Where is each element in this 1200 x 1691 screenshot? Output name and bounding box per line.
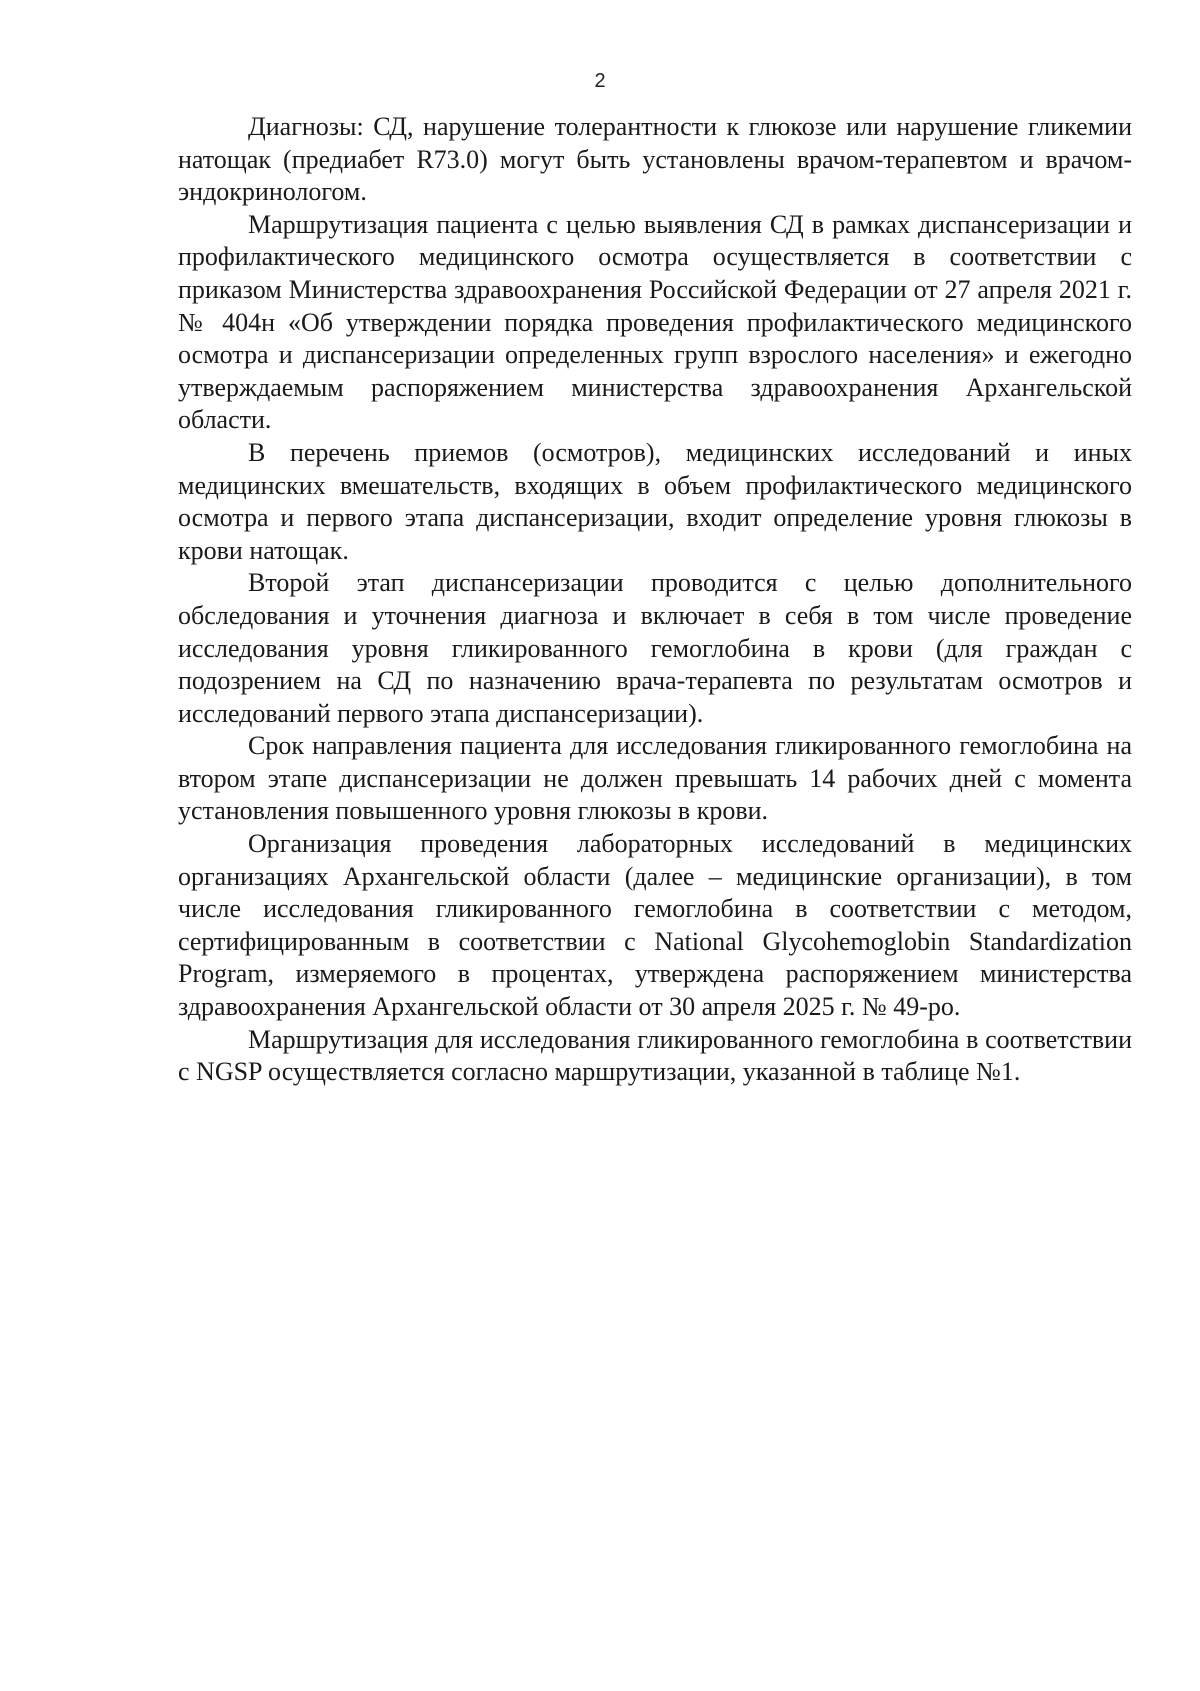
- page-number: 2: [594, 70, 606, 92]
- paragraph-second-stage: Второй этап диспансеризации проводится с целью дополнительного обследования и уточнения диагноза и включает в себя в том числе проведение исследования уровня гликированного гемоглобина в крови (для граждан с подозрением на СД по назначению врача-терапевта по результатам осмотров и исследований первого этапа диспансеризации).: [178, 568, 1132, 728]
- document-body: [178, 111, 1132, 1089]
- paragraph-referral-term: Срок направления пациента для исследования гликированного гемоглобина на втором этапе диспансеризации не должен превышать 14 рабочих дней с момента установления повышенного уровня глюкозы в крови.: [178, 731, 1132, 826]
- paragraph-routing-screening: Маршрутизация пациента с целью выявления СД в рамках диспансеризации и профилактического медицинского осмотра осуществляется в соответствии с приказом Министерства здравоохранения Российской Федерации от 27 апреля 2021 г. № 404н «Об утверждении порядка проведения профилактического медицинского осмотра и диспансеризации определенных групп взрослого населения» и ежегодно утверждаемым распоряжением министерства здравоохранения Архангельской области.: [178, 209, 1132, 435]
- paragraph-diagnoses: Диагнозы: СД, нарушение толерантности к глюкозе или нарушение гликемии натощак (предиабет R73.0) могут быть установлены врачом-терапевтом и врачом-эндокринологом.: [178, 112, 1132, 207]
- paragraph-lab-organization: Организация проведения лабораторных исследований в медицинских организациях Архангельской области (далее – медицинские организации), в том числе исследования гликированного гемоглобина в соответствии с методом, сертифицированным в соответствии с National Glycohemoglobin Standardization Program, измеряемого в процентах, утверждена распоряжением министерства здравоохранения Архангельской области от 30 апреля 2025 г. № 49-ро.: [178, 829, 1132, 1022]
- paragraph-first-stage-list: В перечень приемов (осмотров), медицинских исследований и иных медицинских вмешательств, входящих в объем профилактического медицинского осмотра и первого этапа диспансеризации, входит определение уровня глюкозы в крови натощак.: [178, 437, 1132, 565]
- paragraph-ngsp-routing: Маршрутизация для исследования гликированного гемоглобина в соответствии с NGSP осуществляется согласно маршрутизации, указанной в таблице №1.: [178, 1024, 1132, 1087]
